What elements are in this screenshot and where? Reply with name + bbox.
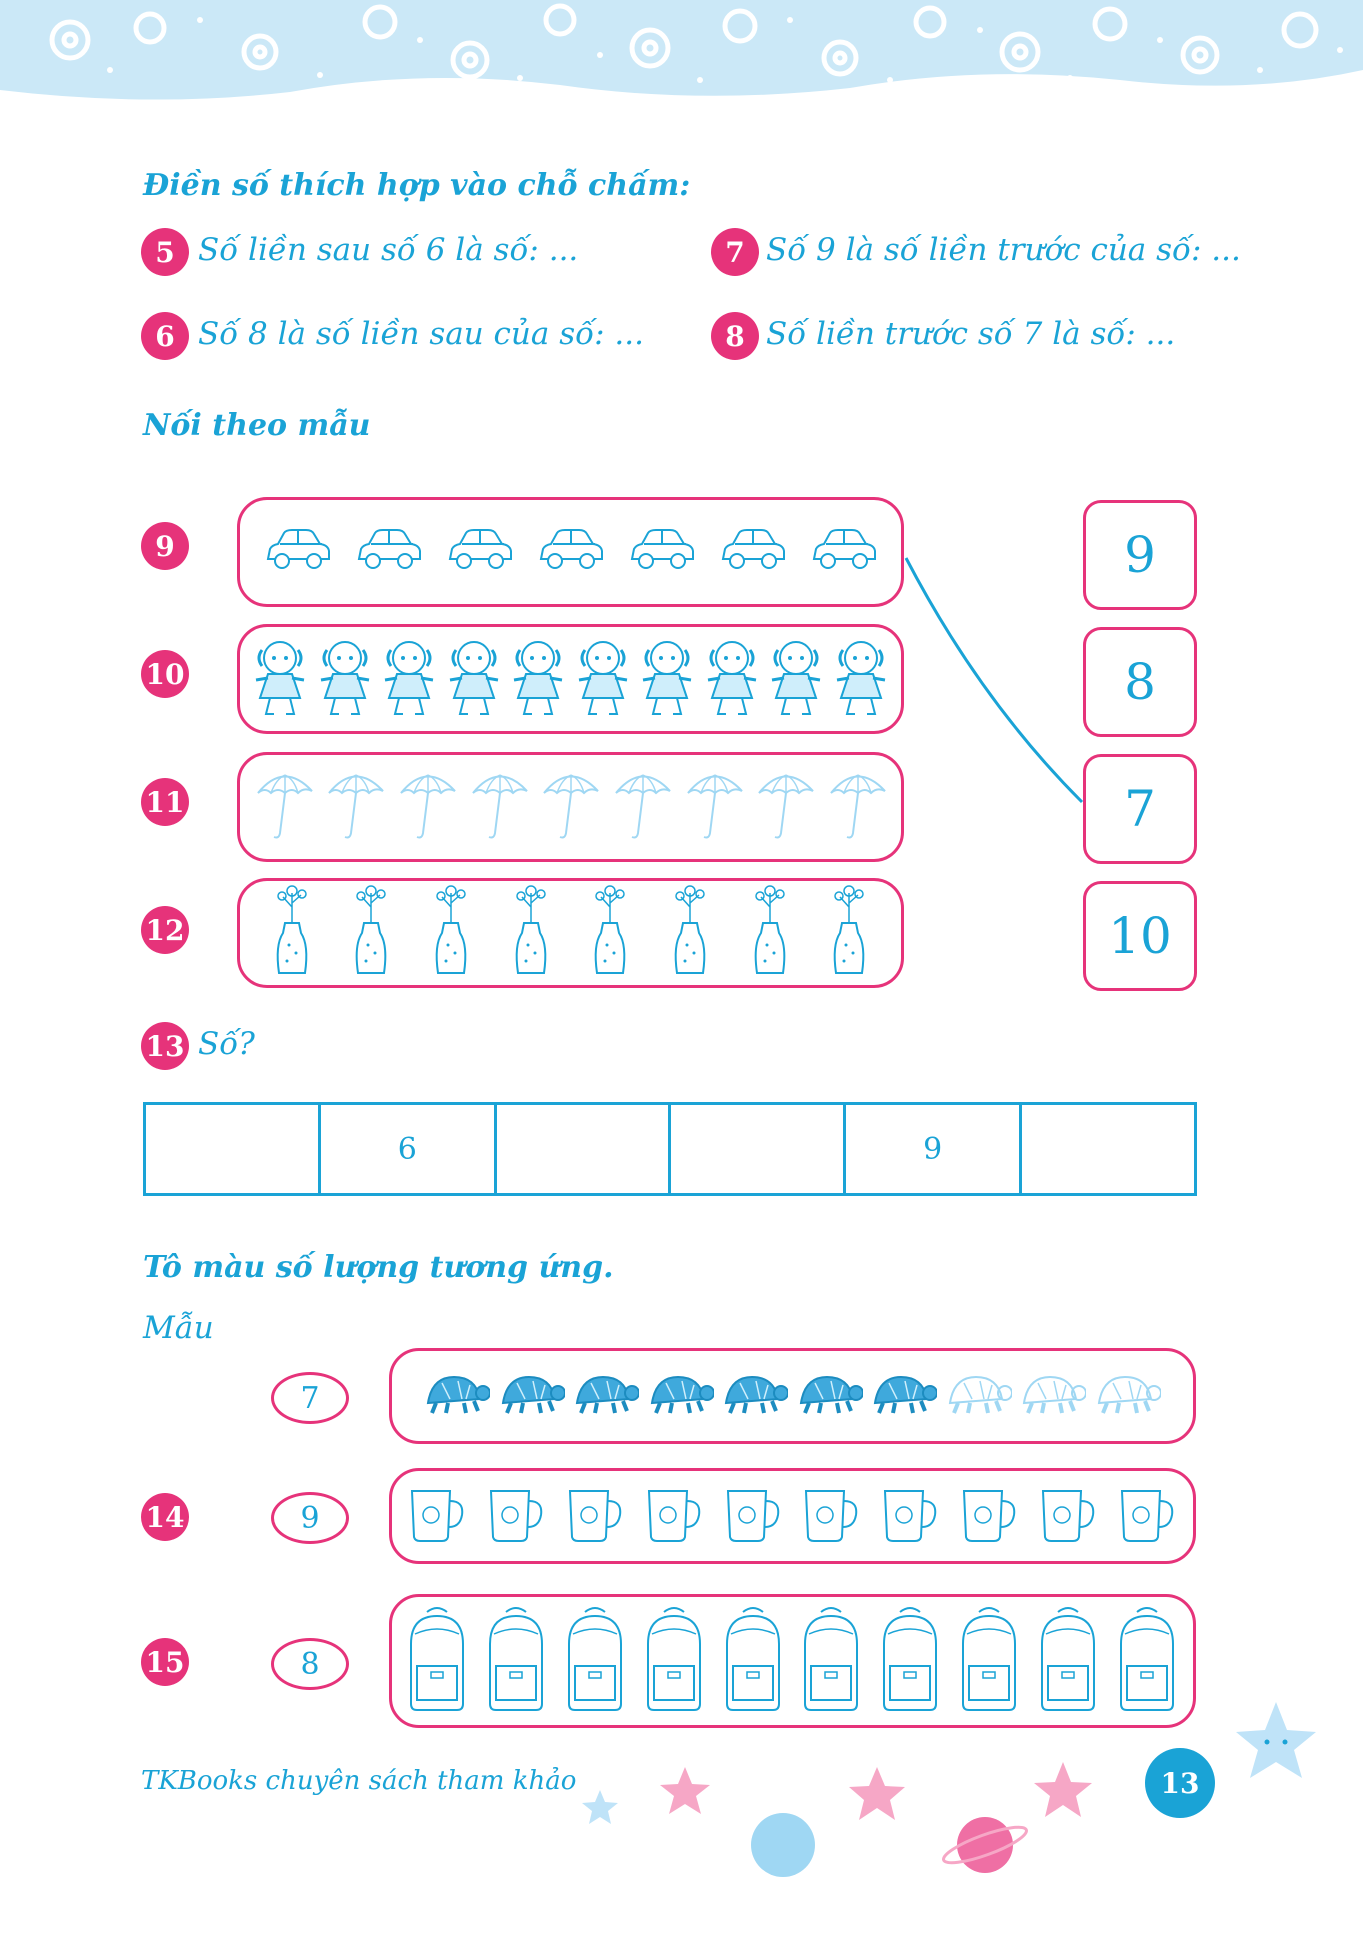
sequence-cell[interactable]: 6: [319, 1104, 495, 1195]
cup-icon: [798, 1481, 864, 1551]
header-decoration: [0, 0, 1363, 110]
page-number: 13: [1145, 1748, 1215, 1818]
section-heading-match: Nối theo mẫu: [143, 408, 371, 443]
section-heading-fill-in: Điền số thích hợp vào chỗ chấm:: [143, 168, 691, 203]
doll-icon: [702, 636, 762, 722]
section-heading-coloring: Tô màu số lượng tương ứng.: [143, 1250, 614, 1285]
doll-icon: [637, 636, 697, 722]
vase-icon: [587, 883, 633, 983]
sequence-cell[interactable]: [145, 1104, 320, 1195]
question-text[interactable]: Số liền sau số 6 là số: ...: [198, 232, 579, 268]
vase-icon: [269, 883, 315, 983]
question-text[interactable]: Số 8 là số liền sau của số: ...: [198, 316, 644, 352]
sequence-cell[interactable]: [670, 1104, 845, 1195]
turtle-icon: [718, 1369, 788, 1423]
exercise-number-badge: 13: [141, 1022, 189, 1070]
turtle-icon: [644, 1369, 714, 1423]
cup-icon: [1114, 1481, 1180, 1551]
cup-icon: [720, 1481, 786, 1551]
planet-icon: [957, 1817, 1013, 1873]
doll-icon: [379, 636, 439, 722]
umbrella-icon: [755, 765, 815, 849]
umbrella-icon: [325, 765, 385, 849]
question-text[interactable]: Số liền trước số 7 là số: ...: [766, 316, 1176, 352]
sequence-cell[interactable]: 9: [845, 1104, 1021, 1195]
umbrella-icon-row: [248, 764, 893, 850]
question-number-badge: 6: [141, 312, 189, 360]
number-sequence-table: [143, 1102, 1197, 1196]
doll-icon: [250, 636, 310, 722]
exercise-number-badge: 9: [141, 522, 189, 570]
umbrella-icon: [254, 765, 314, 849]
turtle-icon: [1091, 1369, 1161, 1423]
doll-icon: [315, 636, 375, 722]
umbrella-icon: [684, 765, 744, 849]
doll-icon: [573, 636, 633, 722]
answer-box[interactable]: 8: [1083, 627, 1197, 737]
car-icon: [808, 525, 880, 579]
sequence-cell[interactable]: [1020, 1104, 1195, 1195]
vase-icon: [667, 883, 713, 983]
turtle-icon-row: [418, 1362, 1163, 1430]
cup-icon: [483, 1481, 549, 1551]
doll-icon: [831, 636, 891, 722]
answer-box[interactable]: 10: [1083, 881, 1197, 991]
turtle-icon: [495, 1369, 565, 1423]
exercise-number-badge: 15: [141, 1638, 189, 1686]
answer-box[interactable]: 9: [1083, 500, 1197, 610]
count-oval: 7: [271, 1372, 349, 1424]
turtle-icon: [793, 1369, 863, 1423]
vase-icon: [508, 883, 554, 983]
doll-icon-row: [248, 636, 893, 722]
cup-icon: [956, 1481, 1022, 1551]
car-icon: [444, 525, 516, 579]
star-icon: [582, 1790, 618, 1824]
car-icon: [626, 525, 698, 579]
car-icon: [717, 525, 789, 579]
star-icon: [1034, 1762, 1092, 1817]
sample-connector-line: [900, 550, 1090, 810]
car-icon: [353, 525, 425, 579]
cup-icon: [404, 1481, 470, 1551]
turtle-icon: [942, 1369, 1012, 1423]
umbrella-icon: [397, 765, 457, 849]
cup-icon: [877, 1481, 943, 1551]
doll-icon: [444, 636, 504, 722]
publisher-footer: TKBooks chuyên sách tham khảo: [141, 1766, 577, 1796]
umbrella-icon: [612, 765, 672, 849]
backpack-icon: [403, 1604, 471, 1718]
umbrella-icon: [827, 765, 887, 849]
count-oval: 8: [271, 1638, 349, 1690]
question-number-badge: 5: [141, 228, 189, 276]
exercise-number-badge: 12: [141, 906, 189, 954]
turtle-icon: [1016, 1369, 1086, 1423]
star-icon: [1236, 1702, 1316, 1778]
vase-icon-row: [252, 884, 889, 982]
cup-icon: [562, 1481, 628, 1551]
exercise-number-badge: 11: [141, 778, 189, 826]
sample-label: Mẫu: [143, 1310, 214, 1346]
cup-icon: [1035, 1481, 1101, 1551]
question-text: Số?: [198, 1026, 255, 1062]
car-icon: [535, 525, 607, 579]
answer-box[interactable]: 7: [1083, 754, 1197, 864]
question-number-badge: 7: [711, 228, 759, 276]
question-text[interactable]: Số 9 là số liền trước của số: ...: [766, 232, 1241, 268]
umbrella-icon: [540, 765, 600, 849]
turtle-icon: [569, 1369, 639, 1423]
vase-icon: [826, 883, 872, 983]
exercise-number-badge: 10: [141, 650, 189, 698]
question-number-badge: 8: [711, 312, 759, 360]
vase-icon: [747, 883, 793, 983]
car-icon-row: [252, 512, 889, 592]
decorative-stars-planets: [560, 1690, 1320, 1890]
backpack-icon: [482, 1604, 550, 1718]
planet-icon: [751, 1813, 815, 1877]
exercise-number-badge: 14: [141, 1493, 189, 1541]
star-icon: [660, 1767, 710, 1814]
car-icon: [262, 525, 334, 579]
cup-icon: [641, 1481, 707, 1551]
sequence-cell[interactable]: [495, 1104, 670, 1195]
turtle-icon: [867, 1369, 937, 1423]
star-icon: [849, 1767, 905, 1820]
umbrella-icon: [469, 765, 529, 849]
doll-icon: [766, 636, 826, 722]
doll-icon: [508, 636, 568, 722]
cup-icon-row: [398, 1478, 1186, 1554]
count-oval: 9: [271, 1492, 349, 1544]
vase-icon: [348, 883, 394, 983]
vase-icon: [428, 883, 474, 983]
turtle-icon: [420, 1369, 490, 1423]
